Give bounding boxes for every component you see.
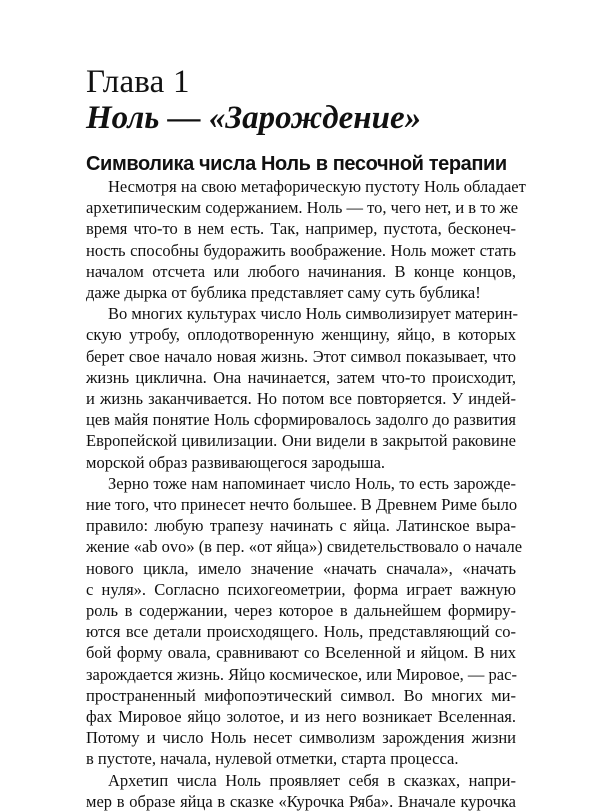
text-line: с нуля». Согласно психогеометрии, форма играет важную [86,579,516,599]
text-line: время что-то в нем есть. Так, например, пустота, бесконеч- [86,219,516,239]
text-line: роль в содержании, через которое в дальнейшем формиру- [86,601,516,621]
text-line: зарождается жизнь. Яйцо космическое, или Мировое, — рас- [86,664,517,684]
paragraph [86,303,519,473]
text-line: даже дырка от бублика представляет саму суть бублика! [86,283,481,303]
text-line: ются все детали происходящего. Ноль, представляющий со- [86,622,516,642]
text-line: нового цикла, имело значение «начать сначала», «начать [86,558,516,578]
text-line: Европейской цивилизации. Они видели в закрытой раковине [86,431,516,451]
text-line: Зерно тоже нам напоминает число Ноль, то есть зарожде- [108,473,516,493]
text-line: и жизнь заканчивается. Но потом все повторяется. У индей- [86,389,516,409]
text-line: Архетип числа Ноль проявляет себя в сказках, напри- [108,770,516,790]
text-line: берет свое начало новая жизнь. Этот символ показывает, что [86,346,516,366]
text-line: морской образ развивающегося зародыша. [86,452,386,472]
text-line: жизнь циклична. Она начинается, затем что-то происходит, [86,367,516,387]
text-line: фах Мировое яйцо золотое, и из него возникает Вселенная. [86,707,516,727]
text-line: жение «ab ovo» (в пер. «от яйца») свидетельствовало о начале [86,537,523,557]
text-line: правило: любую трапезу начинать с яйца. Латинское выра- [86,516,516,536]
text-line: мер в образе яйца в сказке «Курочка Ряба». Вначале курочка [86,791,516,811]
text-line: ние того, что принесет нечто большее. В Древнем Риме было [86,495,518,515]
text-line: в пустоте, начала, нулевой отметки, старта процесса. [86,749,459,769]
paragraph [86,176,526,303]
paragraph [86,473,523,770]
text-line: архетипическим содержанием. Ноль — то, чего нет, и в то же [86,198,519,218]
text-line: ность способны будоражить воображение. Ноль может стать [86,240,516,260]
paragraph [86,770,516,812]
text-line: Несмотря на свою метафорическую пустоту Ноль обладает [108,177,526,196]
chapter-label: Глава 1 [86,64,190,100]
text-line: бой форму овала, сравнивают со Вселенной и яйцом. В них [86,643,516,663]
body-text [86,176,526,812]
text-line: пространенный мифопоэтический символ. Во многих ми- [86,685,516,705]
text-line: цев майя понятие Ноль сформировалось задолго до развития [86,410,516,430]
chapter-title: Ноль — «Зарождение» [86,100,422,136]
text-line: началом отсчета или любого начинания. В конце концов, [86,261,516,281]
text-line: скую утробу, оплодотворенную женщину, яйцо, в которых [86,325,516,345]
text-line: Потому и число Ноль несет символизм зарождения жизни [86,728,516,748]
section-heading: Символика числа Ноль в песочной терапии [86,153,507,175]
text-line: Во многих культурах число Ноль символизирует материн- [108,304,519,324]
